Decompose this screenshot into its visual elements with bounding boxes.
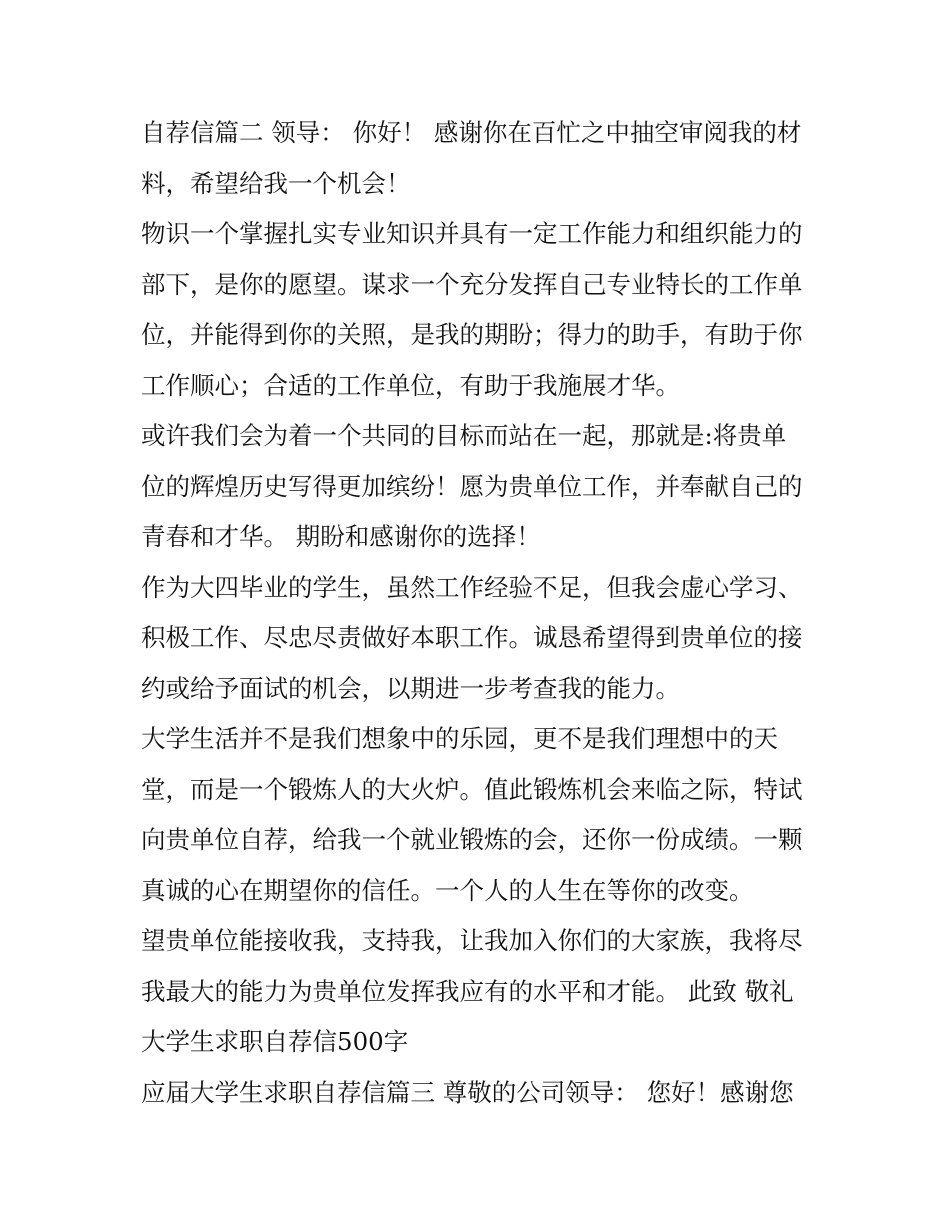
section-title: 大学生求职自荐信500字 — [141, 1027, 409, 1056]
text-line: 料，希望给我一个机会！ — [141, 168, 411, 198]
text-line: 青春和才华。 期盼和感谢你的选择！ — [141, 522, 541, 551]
text-line: 作为大四毕业的学生，虽然工作经验不足，但我会虚心学习、 — [141, 572, 803, 602]
text-line: 物识一个掌握扎实专业知识并具有一定工作能力和组织能力的 — [141, 219, 803, 248]
text-line: 工作顺心；合适的工作单位，有助于我施展才华。 — [141, 370, 680, 400]
text-line: 位，并能得到你的关照，是我的期盼；得力的助手，有助于你 — [141, 320, 803, 349]
text-line: 约或给予面试的机会，以期进一步考查我的能力。 — [141, 673, 680, 703]
text-line: 位的辉煌历史写得更加缤纷！愿为贵单位工作，并奉献自己的 — [141, 471, 803, 501]
text-line: 自荐信篇二 领导： 你好！ 感谢你在百忙之中抽空审阅我的材 — [141, 118, 802, 147]
text-line: 应届大学生求职自荐信篇三 尊敬的公司领导： 您好！感谢您 — [141, 1077, 794, 1107]
text-line: 积极工作、尽忠尽责做好本职工作。诚恳希望得到贵单位的接 — [141, 623, 803, 652]
text-line: 堂，而是一个锻炼人的大火炉。值此锻炼机会来临之际，特试 — [141, 774, 803, 804]
text-line: 望贵单位能接收我，支持我，让我加入你们的大家族，我将尽 — [141, 926, 803, 955]
text-line: 大学生活并不是我们想象中的乐园，更不是我们理想中的天 — [141, 724, 778, 753]
letter-body — [141, 108, 831, 1118]
text-line: 或许我们会为着一个共同的目标而站在一起，那就是:将贵单 — [141, 421, 787, 450]
text-line: 部下，是你的愿望。谋求一个充分发挥自己专业特长的工作单 — [141, 269, 803, 299]
text-line: 真诚的心在期望你的信任。一个人的人生在等你的改变。 — [141, 875, 754, 905]
text-line: 向贵单位自荐，给我一个就业锻炼的会，还你一份成绩。一颗 — [141, 825, 803, 854]
text-line: 我最大的能力为贵单位发挥我应有的水平和才能。 此致 敬礼 — [141, 976, 794, 1006]
